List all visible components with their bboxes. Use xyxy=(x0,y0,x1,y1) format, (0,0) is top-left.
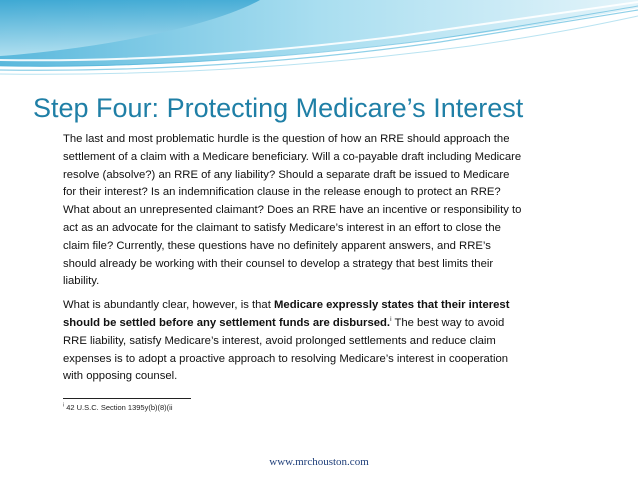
footnote xyxy=(63,403,173,412)
paragraph-questions: The last and most problematic hurdle is the question of how an RRE should approach the settlement of a claim with a Medicare beneficiary. Will a co-payable draft including Medicare resolve (absolve?) an RRE of any liability? Should a separate draft be issued to Medicare for their interest? Is an indemnification clause in the release enough to protect an RRE? What about an unrepresented claimant? Does an RRE have an incentive or responsibility to act as an advocate for the claimant to satisfy Medicare’s interest in an effort to close the claim file? Currently, these questions have no definitely apparent answers, and RRE’s should already be working with their counsel to develop a strategy that best limits their liability. xyxy=(63,133,522,288)
slide-title: Step Four: Protecting Medicare’s Interest xyxy=(33,93,524,123)
paragraph-conclusion xyxy=(63,297,525,386)
paragraph-conclusion-tail: The best way to avoid RRE liability, satisfy Medicare’s interest, avoid prolonged settlements and reduce claim expenses is to adopt a proactive approach to resolving Medicare’s interest in cooperation with opposing counsel. xyxy=(63,316,509,383)
slide-body xyxy=(63,131,525,386)
paragraph-conclusion-lead: What is abundantly clear, however, is that xyxy=(63,299,274,312)
footnote-text: 42 U.S.C. Section 1395y(b)(8)(ii xyxy=(66,403,173,412)
footnote-marker: i xyxy=(63,402,65,409)
paragraph-conclusion-emphasis: Medicare expressly states that their interest should be settled before any settlement funds are disbursed. xyxy=(63,299,510,329)
header-wave-decoration xyxy=(0,0,638,80)
footer-url[interactable]: www.mrchouston.com xyxy=(269,456,369,468)
footnote-reference[interactable]: i xyxy=(390,316,392,324)
footnote-divider xyxy=(63,398,191,399)
